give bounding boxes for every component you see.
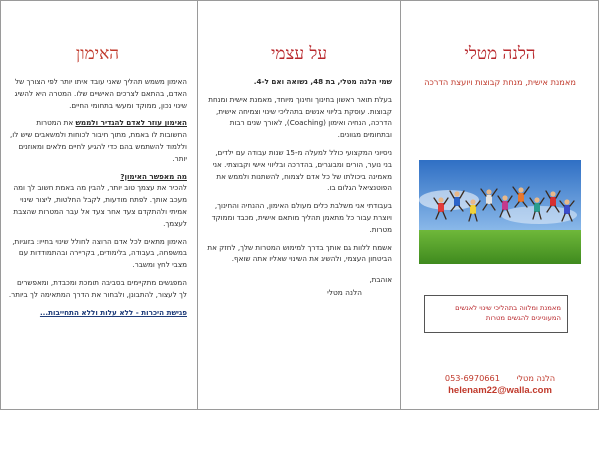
contact-name: הלנה מטלי [516,373,556,383]
cover-tagline: מאמנת אישית, מנחת קבוצות ויועצת הדרכה [424,77,576,87]
coaching-paragraph-4: האימון מתאים לכל אדם הרוצה לחולל שינוי בחייו: בזוגיות, במשפחה, בעבודה, בלימודים, בקריירה ובהתמודדות עם מצבי לחץ ומשבר. [12,236,187,270]
about-intro: שמי הלנה מטלי, בת 48, נשואה ואם ל-4. [253,77,392,86]
about-signature: הלנה מטלי [327,288,362,298]
contact-block [401,373,599,396]
coaching-paragraph-1: האימון משמש תהליך שאני עובד איתו יותר לפי הצורך של האדם, בהתאם לצרכים האישיים שלו. המטרה היא להשיג שינוי נכון, ממוקד ומעשי בתחומי החיים. [14,77,187,110]
jumping-people-photo [419,160,581,264]
about-paragraph-2: ניסיוני המקצועי כולל למעלה מ-15 שנות עבודה עם ילדים, בני נוער, הורים ומבוגרים, בהדרכה ובליווי אישי וקבוצתי. אני מאמינה ביכולתו של כל אדם לצמוח, להשתנות ולממש את הפוטנציאל הגלום בו. [212,147,392,193]
coaching-title: האימון [75,44,120,64]
about-me-panel [198,0,400,410]
services-box: מאמנת ומלווה בתהליכי שינוי לאנשים המעוניינים להגשים מטרות [424,295,568,333]
contact-phone: 053-6970661 [444,373,500,383]
cover-title: הלנה מטלי [464,44,536,64]
contact-line [401,373,599,383]
coaching-paragraph-2 [8,117,187,164]
about-me-title: על עצמי [270,44,328,64]
about-paragraph-3: בעבודתי אני משלבת כלים מעולם האימון, ההנחיה והחינוך, ויוצרת עבור כל מתאמן תהליך מותאם אישית, מכבד וממוקד מטרות. [211,201,392,234]
contact-email: helenam22@walla.com [448,385,552,396]
about-paragraph-1: בעלת תואר ראשון בחינוך וחינוך מיוחד, מאמנת אישית ומנחת קבוצות. עוסקת בליווי אנשים בתהליכי שינוי וצמיחה אישית, הדרכה, הנחיה ואימון (Coaching), לאורך שנים רבות ובתחומים מגוונים. [208,94,392,140]
coaching-panel [0,0,197,410]
coaching-question: מה מאפשר האימון? [120,171,187,181]
free-meeting-note: פגישת היכרות - ללא עלות וללא התחייבות... [39,307,187,317]
about-paragraph-4: אשמח ללוות גם אותך בדרך למימוש המטרות שלך, לחזק את הביטחון העצמי, ולהשיג את השינוי שאליו אתה שואף. [207,242,392,264]
coaching-paragraph-2-body: את המטרות החשובות לו באמת, מתוך חיבור לכוחות ולמשאבים שיש לו, וללמוד להשתמש בהם כדי להגיע לחיים מלאים ומאוזנים יותר. [9,118,187,163]
about-signoff: אוהבת, [369,275,392,285]
coaching-paragraph-3: להכיר את עצמך טוב יותר, להבין מה באמת חשוב לך ומה מעכב אותך. לפתח מודעות, לקבל החלטות, ליצור שינוי אמיתי ולהתקדם צעד אחר צעד אל עבר המטרות שהצבת לעצמך. [13,183,187,228]
coaching-paragraph-5: המפגשים מתקיימים בסביבה תומכת ומכבדת, ומאפשרים לך לעצור, להתבונן, ולבחור את הדרך המתאימה לך ביותר. [8,277,187,299]
coaching-paragraph-2-lead: האימון עוזר לאדם להגדיר ולממש [75,118,187,128]
